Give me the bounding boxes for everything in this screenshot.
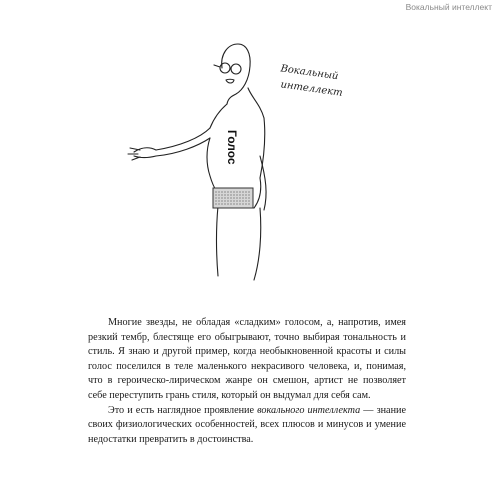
paragraph-2-end: — знание своих физиологических особенностей, всех плюсов и минусов и умение недостатки превратить в достоинства. [88, 404, 406, 445]
emphasis-term: вокального интеллекта [257, 404, 361, 416]
paragraph-2-start: Это и есть наглядное проявление [108, 404, 258, 416]
arm-upper [156, 128, 210, 150]
leg-back [254, 208, 261, 280]
caption-line-2: интеллект [279, 79, 344, 99]
body-text [88, 316, 406, 447]
hand [128, 148, 156, 160]
mouth [226, 79, 234, 83]
paragraph-2 [88, 404, 406, 448]
vertical-word: Голос [225, 130, 239, 165]
singer-illustration [110, 38, 370, 288]
glasses-arm [214, 65, 220, 67]
back [254, 118, 265, 208]
caption-line-1: Вокальный [279, 63, 340, 83]
running-head: Вокальный интеллект [405, 2, 492, 12]
leg-front [217, 206, 219, 276]
glasses-right-lens [231, 64, 241, 74]
shoulder-back [248, 88, 264, 118]
glasses-bridge [230, 68, 231, 69]
torso-front [210, 104, 227, 128]
paragraph-1: Многие звезды, не обладая «сладким» голосом, а, напротив, имея резкий тембр, блестяще его обыгрывают, точно выбирая тональность и стиль. Я знаю и другой пример, когда необыкновенной красоты и силы голос поселился в теле маленького некрасивого человека, и, понимая, что в героическо-лирическом жанре он смешон, артист не позволяет себе переступить грань стиля, который он выдумал для себя сам. [88, 317, 406, 401]
arm-lower [156, 138, 210, 156]
